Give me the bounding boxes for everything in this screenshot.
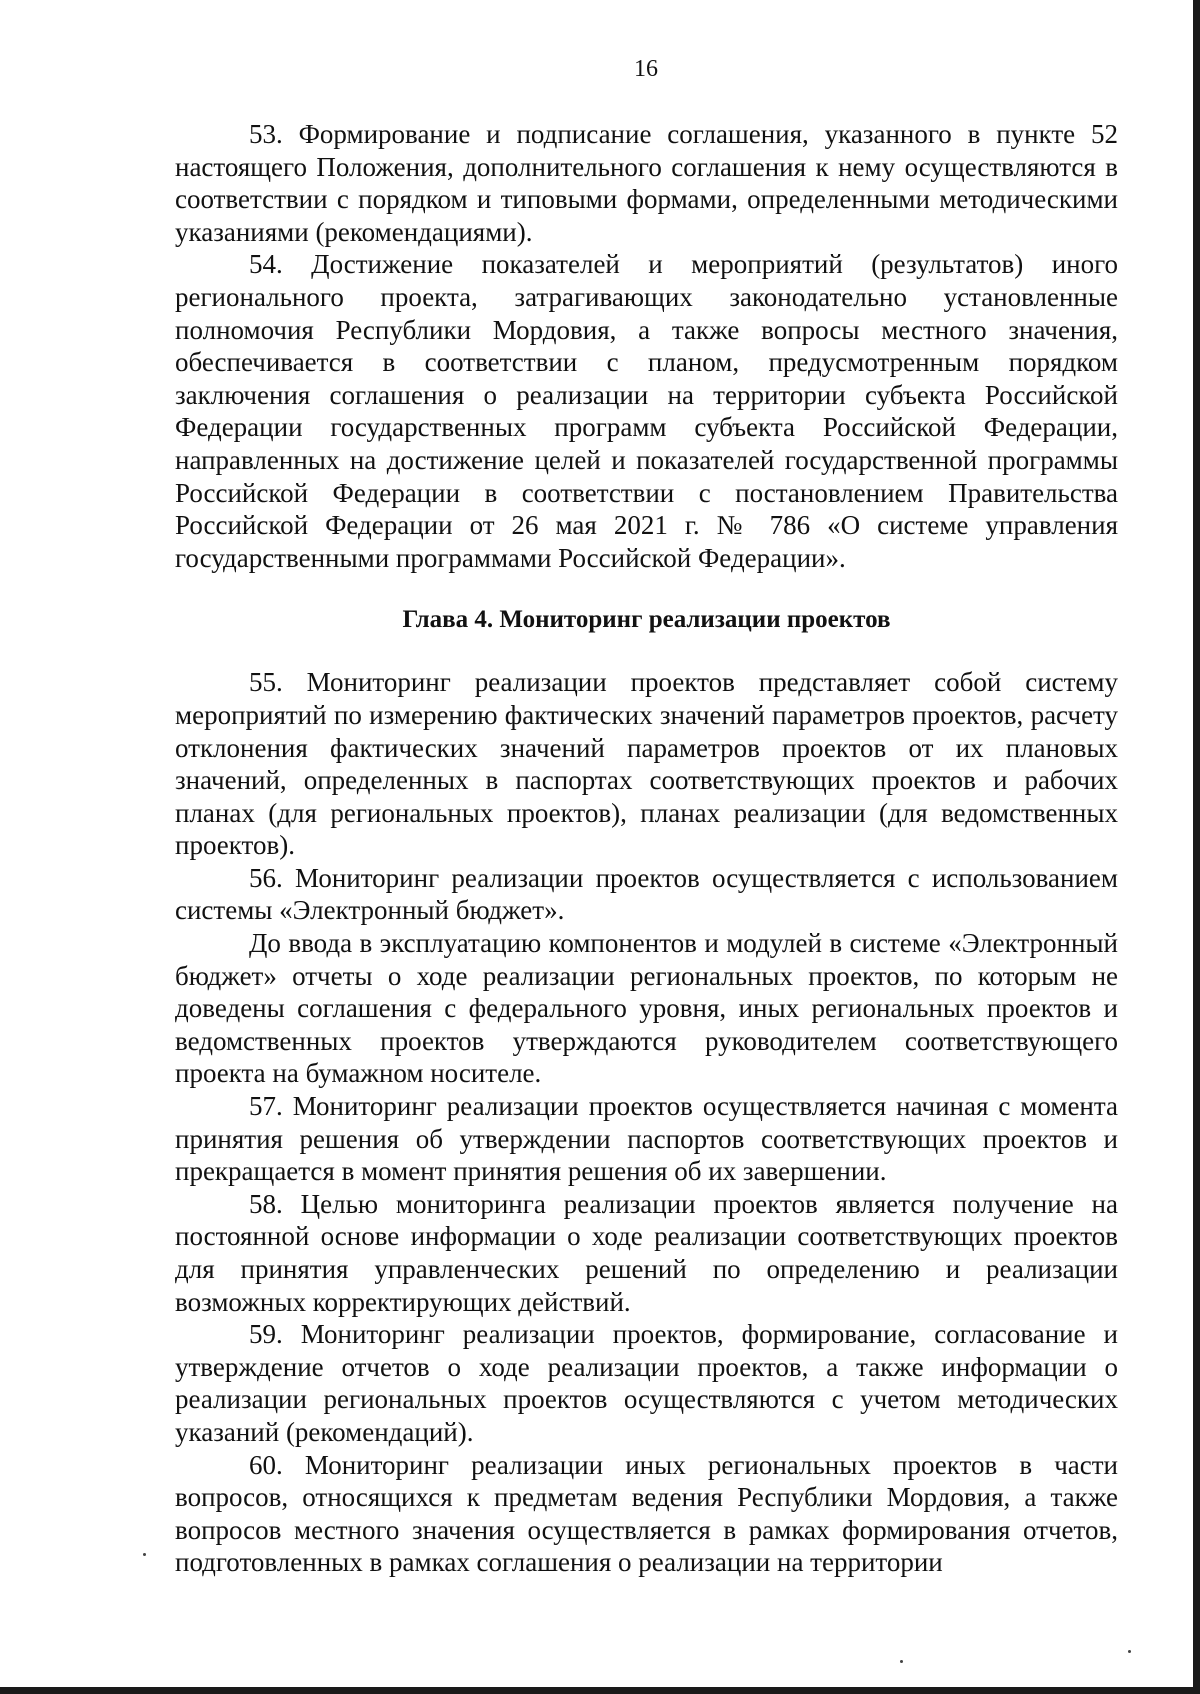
paragraph-59: 59. Мониторинг реализации проектов, формирование, согласование и утверждение отчетов о ходе реализации проектов, а также информации о реализации региональных проектов осуществляются с учетом методических указаний (рекомендаций). bbox=[175, 1319, 1118, 1447]
paragraph-55: 55. Мониторинг реализации проектов представляет собой систему мероприятий по измерению фактических значений параметров проектов, расчету отклонения фактических значений параметров проектов от их плановых значений, определенных в паспортах соответствующих проектов и рабочих планах (для региональных проектов), планах реализации (для ведомственных проектов). bbox=[175, 667, 1118, 861]
paragraph-56-continued: До ввода в эксплуатацию компонентов и модулей в системе «Электронный бюджет» отчеты о ходе реализации региональных проектов, по которым не доведены соглашения с федерального уровня, иных региональных проектов и ведомственных проектов утверждаются руководителем соответствующего проекта на бумажном носителе. bbox=[175, 928, 1118, 1089]
page-number: 16 bbox=[634, 56, 658, 82]
scan-speck bbox=[1128, 1650, 1131, 1653]
paragraph-57: 57. Мониторинг реализации проектов осуществляется начиная с момента принятия решения об утверждении паспортов соответствующих проектов и прекращается в момент принятия решения об их завершении. bbox=[175, 1091, 1118, 1187]
paragraph-60: 60. Мониторинг реализации иных региональных проектов в части вопросов, относящихся к предметам ведения Республики Мордовия, а также вопросов местного значения осуществляется в рамках формирования отчетов, подготовленных в рамках соглашения о реализации на территории bbox=[175, 1449, 1118, 1578]
paragraph-56: 56. Мониторинг реализации проектов осуществляется с использованием системы «Электронный бюджет». bbox=[175, 862, 1118, 926]
paragraph-53: 53. Формирование и подписание соглашения, указанного в пункте 52 настоящего Положения, дополнительного соглашения к нему осуществляются в соответствии с порядком и типовыми формами, определенными методическими указаниями (рекомендациями). bbox=[175, 119, 1118, 247]
scan-border-right bbox=[1193, 0, 1200, 1694]
scan-border-bottom bbox=[0, 1687, 1200, 1694]
document-body bbox=[175, 118, 1118, 1579]
paragraph-54: 54. Достижение показателей и мероприятий (результатов) иного регионального проекта, затрагивающих законодательно установленные полномочия Республики Мордовия, а также вопросы местного значения, обеспечивается в соответствии с планом, предусмотренным порядком заключения соглашения о реализации на территории субъекта Российской Федерации государственных программ субъекта Российской Федерации, направленных на достижение целей и показателей государственной программы Российской Федерации в соответствии с постановлением Правительства Российской Федерации от 26 мая 2021 г. № 786 «О системе управления государственными программами Российской Федерации». bbox=[175, 249, 1118, 573]
paragraph-58: 58. Целью мониторинга реализации проектов является получение на постоянной основе информации о ходе реализации соответствующих проектов для принятия управленческих решений по определению и реализации возможных корректирующих действий. bbox=[175, 1188, 1118, 1317]
scan-speck bbox=[900, 1660, 903, 1663]
chapter-title: Глава 4. Мониторинг реализации проектов bbox=[402, 606, 891, 634]
scan-speck bbox=[143, 1553, 146, 1556]
